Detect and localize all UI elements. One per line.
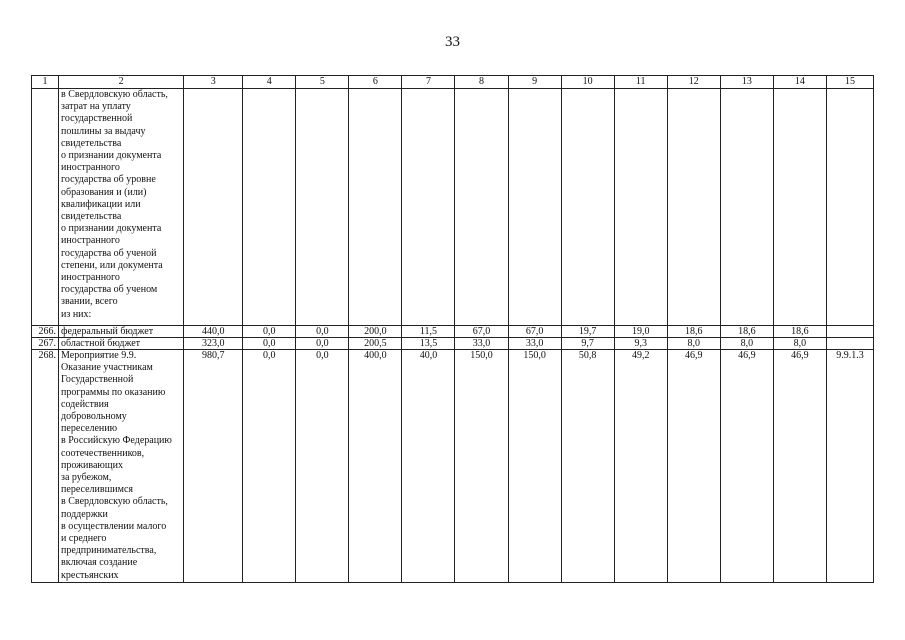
value-cell [561,89,614,326]
budget-table [31,75,874,583]
value-cell: 150,0 [508,350,561,583]
value-cell: 18,6 [773,326,826,338]
value-cell: 0,0 [243,350,296,583]
value-cell: 19,7 [561,326,614,338]
value-cell: 0,0 [296,338,349,350]
column-header: 14 [773,76,826,89]
value-cell: 33,0 [455,338,508,350]
value-cell: 200,0 [349,326,402,338]
code-cell: 9.9.1.3 [826,350,873,583]
value-cell: 67,0 [508,326,561,338]
row-number: 268. [32,350,59,583]
value-cell: 0,0 [296,326,349,338]
value-cell [720,89,773,326]
row-number [32,89,59,326]
row-number: 267. [32,338,59,350]
column-header: 7 [402,76,455,89]
value-cell [243,89,296,326]
column-header: 9 [508,76,561,89]
value-cell: 0,0 [296,350,349,583]
value-cell: 9,3 [614,338,667,350]
value-cell [614,89,667,326]
code-cell [826,338,873,350]
column-header: 5 [296,76,349,89]
value-cell: 8,0 [773,338,826,350]
code-cell [826,326,873,338]
column-header: 3 [184,76,243,89]
row-description: федеральный бюджет [59,326,184,338]
value-cell: 980,7 [184,350,243,583]
value-cell: 200,5 [349,338,402,350]
value-cell: 8,0 [667,338,720,350]
column-header: 10 [561,76,614,89]
value-cell [184,89,243,326]
column-header: 6 [349,76,402,89]
value-cell: 46,9 [720,350,773,583]
row-description: в Свердловскую область, затрат на уплату государственной пошлины за выдачу свидетельства о признании документа иностранного государства об уровне образования и (или) квалификации или свидетельства о признании документа иностранного государства об ученой степени, или документа иностранного государства об ученом звании, всего из них: [59,89,184,326]
column-header: 12 [667,76,720,89]
value-cell: 0,0 [243,326,296,338]
table-row [32,89,874,326]
column-header: 4 [243,76,296,89]
value-cell: 400,0 [349,350,402,583]
value-cell [349,89,402,326]
row-number: 266. [32,326,59,338]
column-header: 13 [720,76,773,89]
value-cell: 49,2 [614,350,667,583]
value-cell: 150,0 [455,350,508,583]
value-cell: 0,0 [243,338,296,350]
value-cell: 323,0 [184,338,243,350]
value-cell [402,89,455,326]
table-row [32,338,874,350]
value-cell: 9,7 [561,338,614,350]
value-cell [667,89,720,326]
column-header: 1 [32,76,59,89]
page-number: 33 [445,34,460,50]
table-row [32,326,874,338]
column-header: 15 [826,76,873,89]
value-cell: 8,0 [720,338,773,350]
column-number-header-row [32,76,874,89]
value-cell: 18,6 [720,326,773,338]
value-cell: 40,0 [402,350,455,583]
value-cell: 13,5 [402,338,455,350]
value-cell: 33,0 [508,338,561,350]
column-header: 2 [59,76,184,89]
value-cell: 18,6 [667,326,720,338]
value-cell: 46,9 [773,350,826,583]
value-cell: 50,8 [561,350,614,583]
value-cell [508,89,561,326]
column-header: 11 [614,76,667,89]
code-cell [826,89,873,326]
row-description: Мероприятие 9.9. Оказание участникам Государственной программы по оказанию содействия добровольному переселению в Российскую Федерацию соотечественников, проживающих за рубежом, переселившимся в Свердловскую область, поддержки в осуществлении малого и среднего предпринимательства, включая создание крестьянских [59,350,184,583]
value-cell: 19,0 [614,326,667,338]
column-header: 8 [455,76,508,89]
value-cell [773,89,826,326]
value-cell: 440,0 [184,326,243,338]
value-cell [296,89,349,326]
value-cell [455,89,508,326]
value-cell: 11,5 [402,326,455,338]
row-description: областной бюджет [59,338,184,350]
value-cell: 46,9 [667,350,720,583]
table-row [32,350,874,583]
value-cell: 67,0 [455,326,508,338]
